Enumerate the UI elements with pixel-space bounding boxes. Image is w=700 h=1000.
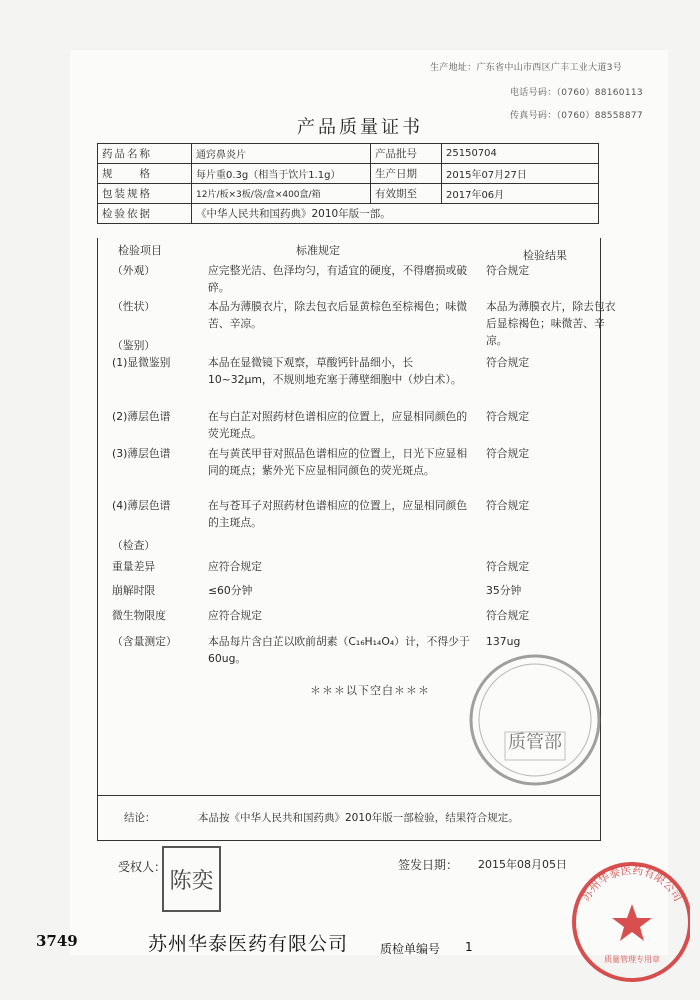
batch-value: 25150704 — [442, 144, 599, 164]
row-item: (4)薄层色谱 — [112, 499, 171, 512]
row-result: 符合规定 — [486, 356, 530, 369]
row-result: 符合规定 — [486, 609, 530, 622]
row-item: (3)薄层色谱 — [112, 447, 171, 460]
conclusion-label: 结论： — [124, 812, 156, 824]
header-fax: 传真号码：（0760）88558877 — [510, 111, 643, 121]
row-item: （性状） — [112, 300, 156, 313]
signature-stamp: 陈奕 — [162, 846, 221, 912]
row-result: 符合规定 — [486, 447, 530, 460]
row-result: 本品为薄膜衣片，除去包衣后显棕褐色；味微苦、辛凉。 — [486, 300, 616, 347]
seal-sub-text: 质量管理专用章 — [604, 955, 660, 964]
row-standard: 应完整光洁、色泽均匀，有适宜的硬度，不得磨损或破碎。 — [208, 264, 468, 294]
conclusion-box — [97, 795, 601, 841]
row-item: （鉴别） — [112, 339, 156, 352]
row-standard: 在与苍耳子对照药材色谱相应的位置上，应显相同颜色的主斑点。 — [208, 499, 468, 529]
blank-note: ＊＊＊以下空白＊＊＊ — [310, 684, 430, 697]
row-standard: 本品每片含白芷以欧前胡素（C₁₆H₁₄O₄）计，不得少于60ug。 — [208, 635, 470, 665]
row-standard: 应符合规定 — [208, 609, 262, 622]
col-standard-header: 标准规定 — [296, 244, 340, 257]
row-standard: 在与黄芪甲苷对照品色谱相应的位置上，日光下应显相同的斑点；紫外光下应显相同颜色的荧光斑点。 — [208, 447, 468, 477]
prod-date-value: 2015年07月27日 — [442, 164, 599, 184]
document-code: 3749 — [36, 932, 78, 950]
issue-date-label: 签发日期： — [398, 858, 459, 872]
qa-department-stamp — [465, 650, 605, 790]
authorized-label: 受权人： — [118, 860, 167, 874]
row-result: 符合规定 — [486, 410, 530, 423]
row-standard: ≤60分钟 — [208, 584, 253, 597]
star-icon — [612, 904, 652, 941]
row-standard: 本品为薄膜衣片，除去包衣后显黄棕色至棕褐色；味微苦、辛凉。 — [208, 300, 468, 330]
pack-value: 12片/板×3板/袋/盒×400盒/箱 — [192, 184, 371, 204]
row-item: （外观） — [112, 264, 156, 277]
name-label: 药品名称 — [98, 144, 192, 164]
row-result: 137ug — [486, 635, 521, 648]
name-value: 通窍鼻炎片 — [192, 144, 371, 164]
basis-value: 《中华人民共和国药典》2010年版一部。 — [192, 204, 599, 224]
company-seal — [570, 860, 690, 990]
row-result: 符合规定 — [486, 560, 530, 573]
spec-value: 每片重0.3g（相当于饮片1.1g） — [192, 164, 371, 184]
row-item: (2)薄层色谱 — [112, 410, 171, 423]
issue-date-value: 2015年08月05日 — [478, 858, 567, 871]
row-item: (1)显微鉴别 — [112, 356, 171, 369]
header-phone: 电话号码：（0760）88160113 — [510, 88, 643, 98]
row-item: （检查） — [112, 539, 156, 552]
row-standard: 应符合规定 — [208, 560, 262, 573]
svg-text:苏州华泰医药有限公司 — [578, 863, 684, 904]
row-standard: 本品在显微镜下观察，草酸钙针晶细小，长10~32μm，不规则地充塞于薄壁细胞中（炒白术）。 — [208, 356, 462, 386]
row-item: （含量测定） — [112, 635, 177, 648]
col-result-header: 检验结果 — [523, 249, 567, 262]
spec-label: 规 格 — [98, 164, 192, 184]
row-item: 崩解时限 — [112, 584, 156, 597]
row-result: 符合规定 — [486, 264, 530, 277]
seal-company-text: 苏州华泰医药有限公司 — [579, 863, 685, 904]
batch-label: 产品批号 — [371, 144, 442, 164]
row-result: 35分钟 — [486, 584, 522, 597]
page-title: 产品质量证书 — [297, 117, 423, 138]
expiry-value: 2017年06月 — [442, 184, 599, 204]
header-address: 生产地址：广东省中山市西区广丰工业大道3号 — [430, 63, 623, 73]
company-name: 苏州华泰医药有限公司 — [148, 933, 349, 955]
prod-date-label: 生产日期 — [371, 164, 442, 184]
conclusion-text: 本品按《中华人民共和国药典》2010年版一部检验，结果符合规定。 — [198, 812, 519, 824]
pack-label: 包装规格 — [98, 184, 192, 204]
basis-label: 检验依据 — [98, 204, 192, 224]
row-result: 符合规定 — [486, 499, 530, 512]
row-item: 重量差异 — [112, 560, 156, 573]
qa-stamp-text: 质管部 — [508, 732, 562, 753]
col-item-header: 检验项目 — [118, 244, 162, 257]
qc-number-value: 1 — [465, 940, 473, 954]
qc-number-label: 质检单编号 — [380, 942, 441, 956]
row-item: 微生物限度 — [112, 609, 166, 622]
expiry-label: 有效期至 — [371, 184, 442, 204]
product-info-table — [97, 143, 599, 224]
row-standard: 在与白芷对照药材色谱相应的位置上，应显相同颜色的荧光斑点。 — [208, 410, 468, 440]
